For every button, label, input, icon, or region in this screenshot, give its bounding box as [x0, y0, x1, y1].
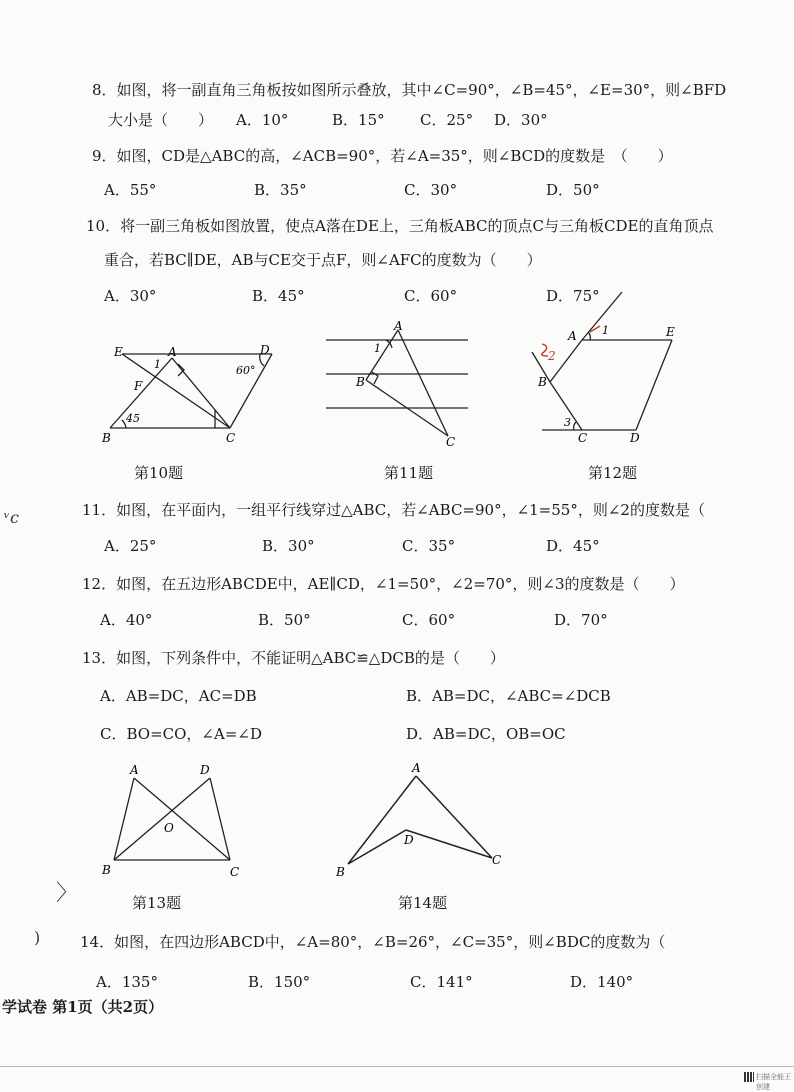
- fig14-label-c: C: [492, 853, 502, 867]
- fig12-label-c: C: [578, 431, 588, 445]
- margin-mark-arrow: 〉: [56, 881, 79, 906]
- q8-option-a: A．10°: [236, 111, 289, 129]
- q14-option-a: A．135°: [96, 973, 158, 991]
- q10-option-d: D．75°: [546, 287, 600, 305]
- figure-12: [528, 290, 688, 450]
- fig11-label-b: B: [356, 375, 365, 389]
- figure-10: [100, 330, 280, 450]
- q13-option-b: B．AB=DC，∠ABC=∠DCB: [406, 687, 611, 705]
- fig14-label-a: A: [412, 761, 421, 775]
- q12-option-b: B．50°: [258, 611, 311, 629]
- q8-line1: 8．如图，将一副直角三角板按如图所示叠放，其中∠C=90°，∠B=45°，∠E=30°，则∠BFD: [92, 81, 727, 99]
- q12-text: 12．如图，在五边形ABCDE中，AE∥CD，∠1=50°，∠2=70°，则∠3的度数是（ ）: [82, 575, 685, 593]
- q11-option-b: B．30°: [262, 537, 315, 555]
- q10-option-a: A．30°: [104, 287, 157, 305]
- fig13-label-b: B: [102, 863, 111, 877]
- q11-text: 11．如图，在平面内，一组平行线穿过△ABC，若∠ABC=90°，∠1=55°，则∠2的度数是（: [82, 501, 705, 519]
- fig11-label-1: 1: [374, 342, 381, 355]
- fig10-label-60: 60°: [236, 364, 256, 377]
- figure-13: [96, 760, 256, 884]
- fig13-label-d: D: [200, 763, 210, 777]
- q8-option-d: D．30°: [494, 111, 548, 129]
- q11-option-a: A．25°: [104, 537, 157, 555]
- page-footer: 学试卷 第1页（共2页）: [2, 998, 164, 1016]
- fig12-label-3: 3: [564, 416, 571, 429]
- q9-text: 9．如图，CD是△ABC的高，∠ACB=90°，若∠A=35°，则∠BCD的度数是 （ ）: [92, 147, 673, 165]
- q9-option-a: A．55°: [104, 181, 157, 199]
- q12-option-d: D．70°: [554, 611, 608, 629]
- fig12-label-a: A: [568, 329, 577, 343]
- q14-text: 14．如图，在四边形ABCD中，∠A=80°，∠B=26°，∠C=35°，则∠BDC的度数为（: [80, 933, 666, 951]
- fig12-label-1: 1: [602, 324, 609, 337]
- q9-option-c: C．30°: [404, 181, 458, 199]
- fig10-label-d: D: [260, 343, 270, 357]
- q11-option-d: D．45°: [546, 537, 600, 555]
- figure-11: [322, 318, 472, 448]
- q14-option-d: D．140°: [570, 973, 634, 991]
- fig12-label-2: 2: [548, 349, 556, 363]
- figure-14: [330, 760, 510, 884]
- q11-option-c: C．35°: [402, 537, 456, 555]
- q13-option-d: D．AB=DC，OB=OC: [406, 725, 566, 743]
- fig10-label-1: 1: [154, 358, 161, 371]
- q13-option-a: A．AB=DC，AC=DB: [100, 687, 257, 705]
- fig10-label-45: 45: [126, 412, 140, 425]
- q14-option-b: B．150°: [248, 973, 311, 991]
- q13-option-c: C．BO=CO，∠A=∠D: [100, 725, 262, 743]
- q8-line2: 大小是（ ）: [108, 111, 214, 129]
- caption-fig11: 第11题: [384, 464, 434, 482]
- fig13-label-c: C: [230, 865, 240, 879]
- fig13-label-a: A: [130, 763, 139, 777]
- fig11-label-c: C: [446, 435, 456, 448]
- caption-fig14: 第14题: [398, 894, 448, 912]
- q13-text: 13．如图，下列条件中，不能证明△ABC≌△DCB的是（ ）: [82, 649, 505, 667]
- margin-mark-paren: ): [34, 928, 41, 947]
- fig14-label-b: B: [336, 865, 345, 879]
- fig10-label-c: C: [226, 431, 236, 445]
- fig11-label-a: A: [394, 319, 403, 333]
- fig12-label-e: E: [666, 325, 675, 339]
- fig10-label-e: E: [114, 345, 123, 359]
- scanner-label: 扫描全能王 创建: [756, 1073, 791, 1091]
- fig12-label-b: B: [538, 375, 547, 389]
- q14-option-c: C．141°: [410, 973, 473, 991]
- qr-icon: [744, 1072, 754, 1082]
- caption-fig10: 第10题: [134, 464, 184, 482]
- fig10-label-f: F: [134, 379, 143, 393]
- q12-option-c: C．60°: [402, 611, 456, 629]
- fig14-label-d: D: [404, 833, 414, 847]
- page-bottom-rule: [0, 1066, 794, 1067]
- q10-line1: 10．将一副三角板如图放置，使点A落在DE上，三角板ABC的顶点C与三角板CDE的直角顶点: [86, 217, 714, 235]
- fig10-label-a: A: [168, 345, 177, 359]
- q8-option-b: B．15°: [332, 111, 385, 129]
- q8-option-c: C．25°: [420, 111, 474, 129]
- q9-option-b: B．35°: [254, 181, 307, 199]
- q10-option-c: C．60°: [404, 287, 458, 305]
- caption-fig12: 第12题: [588, 464, 638, 482]
- fig13-label-o: O: [164, 821, 174, 835]
- caption-fig13: 第13题: [132, 894, 182, 912]
- fig12-label-d: D: [630, 431, 640, 445]
- q10-line2: 重合，若BC∥DE，AB与CE交于点F，则∠AFC的度数为（ ）: [104, 251, 542, 269]
- q9-option-d: D．50°: [546, 181, 600, 199]
- q10-option-b: B．45°: [252, 287, 305, 305]
- margin-mark-c: ᵛc: [4, 508, 19, 527]
- q12-option-a: A．40°: [100, 611, 153, 629]
- fig10-label-b: B: [102, 431, 111, 445]
